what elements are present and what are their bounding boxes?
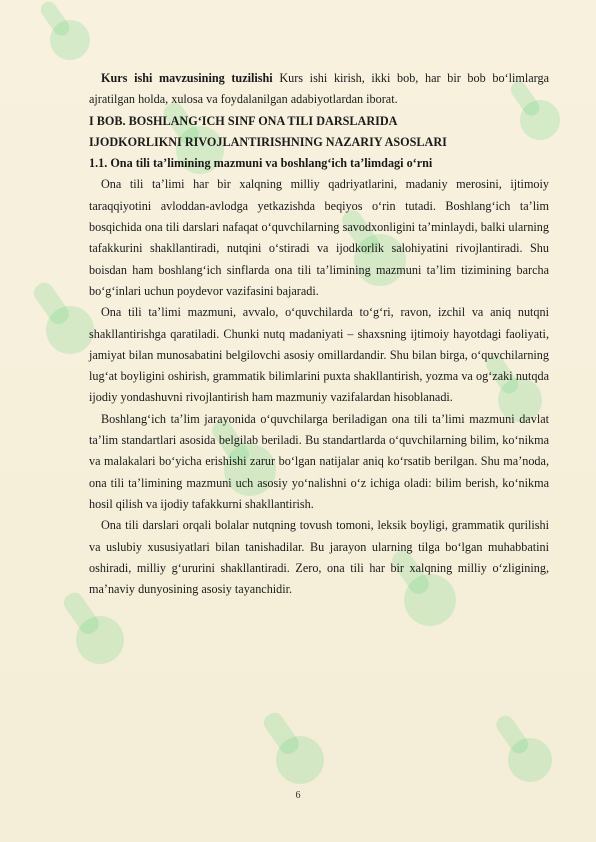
intro-paragraph <box>89 68 549 111</box>
intro-lead: Kurs ishi mavzusining tuzilishi <box>101 71 273 85</box>
document-body <box>89 68 549 600</box>
chapter-title-line-2: IJODKORLIKNI RIVOJLANTIRISHNING NAZARIY ASOSLARI <box>89 134 447 149</box>
page-number: 6 <box>295 790 301 801</box>
body-paragraph: Ona tili ta’limi har bir xalqning milliy qadriyatlarini, madaniy merosini, ijtimoiy taraqqiyotini avloddan-avlodga yetkazishda beqiyos o‘rin tutadi. Boshlang‘ich ta’lim bosqichida ona tili darslari nafaqat o‘quvchilarning savodxonligini ta’minlaydi, balki ularning tafakkurini shakllantiradi, nutqini o‘stiradi va ijodkorlik salohiyatini rivojlantiradi. Shu boisdan ham boshlang‘ich sinflarda ona tili ta’limining mazmuni ta’lim tizimining barcha bo‘g‘inlari uchun poydevor vazifasini bajaradi. <box>89 177 549 298</box>
intro-text: Kurs ishi kirish, ikki bob, har bir bob bo‘limlarga ajratilgan holda, xulosa va foydalanilgan adabiyotlardan iborat. <box>89 71 549 107</box>
body-paragraph: Ona tili darslari orqali bolalar nutqning tovush tomoni, leksik boyligi, grammatik qurilishi va uslubiy xususiyatlari bilan tanishadilar. Bu jarayon ularning tilga bo‘lgan muhabbatini oshiradi, milliy g‘ururini shakllantiradi. Zero, ona tili har bir xalqning milliy o‘zligining, ma’naviy dunyosining asosiy tayanchidir. <box>89 518 549 597</box>
section-title: 1.1. Ona tili ta’limining mazmuni va boshlang‘ich ta’limdagi o‘rni <box>89 156 433 171</box>
chapter-title-line-1: I BOB. BOSHLANG‘ICH SINF ONA TILI DARSLARIDA <box>89 113 398 128</box>
body-paragraph: Boshlang‘ich ta’lim jarayonida o‘quvchilarga beriladigan ona tili ta’limi mazmuni davlat ta’lim standartlari asosida belgilab beriladi. Bu standartlarda o‘quvchilarning bilim, ko‘nikma va malakalari bo‘yicha erishishi zarur bo‘lgan natijalar aniq ko‘rsatib berilgan. Shu ma’noda, ona tili ta’limining mazmuni uch asosiy yo‘nalishni o‘z ichiga oladi: bilim berish, ko‘nikma hosil qilish va ijodiy tafakkurni shakllantirish. <box>89 411 549 511</box>
body-paragraph: Ona tili ta’limi mazmuni, avvalo, o‘quvchilarda to‘g‘ri, ravon, izchil va aniq nutqni shakllantirishga qaratiladi. Chunki nutq madaniyati – shaxsning ijtimoiy hayotdagi faoliyati, jamiyat bilan munosabatini belgilovchi asosiy omillardandir. Shu bilan birga, o‘quvchilarning lug‘at boyligini oshirish, grammatik bilimlarini puxta shakllantirish, yozma va og‘zaki nutqda ijodiy yondashuvni rivojlantirish ham mazmuniy vazifalardan hisoblanadi. <box>89 305 549 405</box>
